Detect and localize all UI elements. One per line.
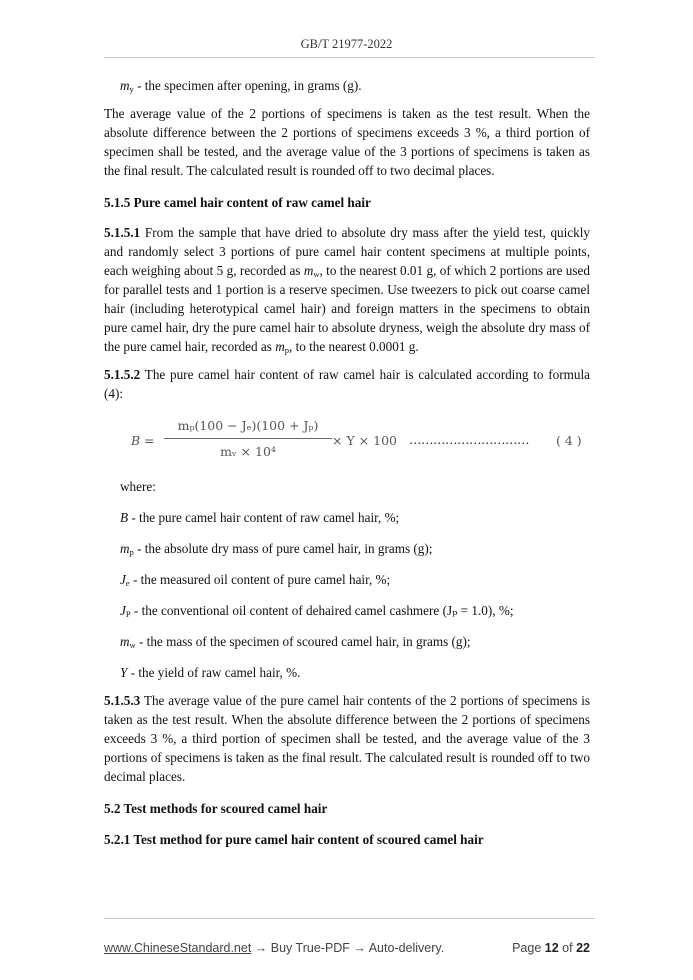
- definition-text: - the pure camel hair content of raw camel hair, %;: [128, 510, 400, 525]
- definition-item: [104, 508, 590, 527]
- definition-text: - the mass of the specimen of scoured camel hair, in grams (g);: [135, 634, 471, 649]
- symbol: m: [120, 634, 130, 649]
- symbol: J: [120, 572, 126, 587]
- symbol: B: [120, 510, 129, 525]
- clause-text: , to the nearest 0.01 g, of which 2 portions are used for parallel tests and 1 portion is a reserve specimen. Use tweezers to pick out coarse camel hair (including heterotypical camel hair) and foreign matters in the specimens to obtain pure camel hair, dry the pure camel hair to absolute dryness, weigh the absolute dry mass of the pure camel hair, recorded as: [104, 263, 590, 354]
- page-content: [104, 72, 590, 849]
- definition-item: [104, 539, 590, 558]
- page-number: 12: [544, 941, 559, 955]
- clause-5-1-5-2: [104, 365, 590, 403]
- site-link[interactable]: www.ChineseStandard.net: [104, 941, 252, 955]
- footer-promo: → Buy True-PDF → Auto-delivery.: [251, 941, 445, 955]
- page-label: Page: [512, 941, 542, 955]
- symbol-subscript: w: [129, 640, 136, 650]
- clause-5-1-5-3: [104, 691, 590, 786]
- symbol-subscript: p: [284, 345, 289, 355]
- definition-text: - the measured oil content of pure camel hair, %;: [129, 572, 391, 587]
- definition-item: [104, 570, 590, 589]
- definition-item: [104, 601, 590, 620]
- header-rule: [104, 57, 595, 58]
- definition-item: [104, 663, 590, 682]
- page-footer: [104, 941, 590, 959]
- symbol-subscript: y: [129, 84, 134, 94]
- footer-left: [104, 941, 444, 955]
- formula-equals: =: [144, 433, 155, 448]
- heading-5-2: 5.2 Test methods for scoured camel hair: [104, 801, 328, 816]
- clause-text: From the sample that have dried to absolute dry mass after the yield test, quickly and randomly select 3 portions of pure camel hair content specimens at multiple points, each weighing about 5 g, recorded as: [104, 225, 590, 278]
- heading-5-2-1: 5.2.1 Test method for pure camel hair content of scoured camel hair: [104, 832, 484, 847]
- definition-text: - the absolute dry mass of pure camel hair, in grams (g);: [133, 541, 433, 556]
- standard-number: GB/T 21977-2022: [300, 37, 393, 51]
- clause-5-1-5-1: [104, 223, 590, 356]
- clause-number: 5.1.5.2: [104, 367, 141, 382]
- formula-leader-dots: …………………………: [409, 432, 529, 447]
- of-label: of: [562, 941, 573, 955]
- symbol: J: [120, 603, 126, 618]
- formula-denominator: mᵥ × 10⁴: [220, 444, 276, 459]
- definition-list: [104, 508, 590, 682]
- formula-4: [104, 417, 590, 467]
- heading-5-1-5: 5.1.5 Pure camel hair content of raw camel hair: [104, 195, 371, 210]
- symbol-subscript: p: [129, 547, 134, 557]
- symbol: m: [303, 263, 314, 278]
- clause-text: , to the nearest 0.0001 g.: [288, 339, 419, 354]
- symbol-subscript: w: [313, 269, 320, 279]
- clause-text: The pure camel hair content of raw camel hair is calculated according to formula (4):: [104, 367, 590, 401]
- symbol: m: [120, 78, 130, 93]
- clause-number: 5.1.5.1: [104, 225, 141, 240]
- paragraph-average-result: The average value of the 2 portions of specimens is taken as the test result. When the absolute difference between the 2 portions of specimens exceeds 3 %, a third portion of specimen shall be tested, and the average value of the 3 portions of specimens is taken as the final result. The calculated result is rounded off to two decimal places.: [104, 106, 590, 178]
- symbol: m: [120, 541, 130, 556]
- formula-number: ( 4 ): [556, 433, 582, 448]
- definition-item: [104, 632, 590, 651]
- definition-my: [104, 76, 590, 95]
- where-label: where:: [120, 479, 156, 494]
- page-total: 22: [576, 941, 590, 955]
- formula-fraction: [164, 417, 332, 461]
- formula-lhs: B: [131, 433, 141, 448]
- formula-numerator: mₚ(100 − Jₑ)(100 + Jₚ): [177, 418, 319, 433]
- page-indicator: [512, 941, 590, 955]
- definition-text: - the conventional oil content of dehaired camel cashmere (Jₚ = 1.0), %;: [130, 603, 514, 618]
- symbol-subscript: P: [125, 609, 131, 619]
- fraction-bar: [164, 438, 332, 439]
- symbol: m: [275, 339, 285, 354]
- definition-text: - the yield of raw camel hair, %.: [127, 665, 301, 680]
- formula-tail: × Y × 100: [332, 433, 397, 448]
- symbol-subscript: e: [125, 578, 130, 588]
- page-header: [0, 37, 693, 52]
- symbol: Y: [120, 665, 128, 680]
- clause-number: 5.1.5.3: [104, 693, 141, 708]
- clause-text: The average value of the pure camel hair contents of the 2 portions of specimens is taken as the test result. When the absolute difference between the 2 portions of specimens exceeds 3 %, a third portion of specimen shall be tested, and the average value of the 3 portions of specimens is taken as the final result. The calculated result is rounded off to two decimal places.: [104, 693, 590, 784]
- footer-rule: [104, 918, 595, 919]
- definition-text: - the specimen after opening, in grams (g).: [133, 78, 362, 93]
